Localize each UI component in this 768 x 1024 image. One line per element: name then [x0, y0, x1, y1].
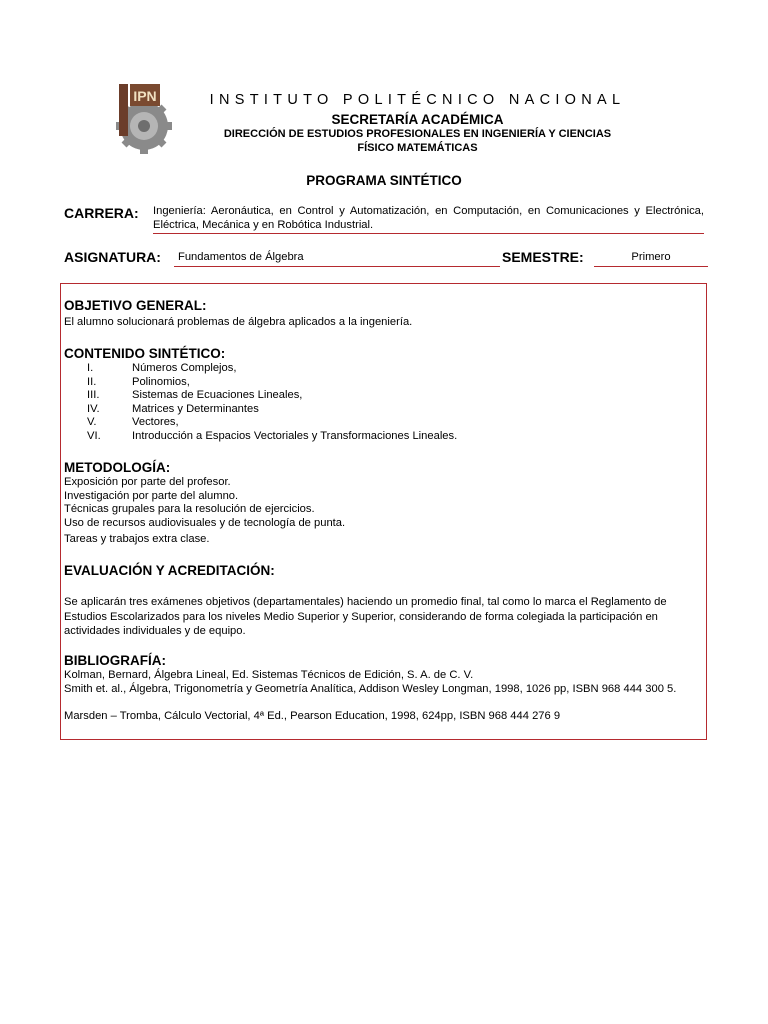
carrera-label: CARRERA:	[64, 205, 139, 221]
metodologia-line: Técnicas grupales para la resolución de ejercicios.	[64, 503, 315, 515]
asignatura-label: ASIGNATURA:	[64, 249, 161, 265]
bibliografia-entry: Smith et. al., Álgebra, Trigonometría y Geometría Analítica, Addison Wesley Longman, 1998, 1026 pp, ISBN 968 444 300 5.	[64, 683, 677, 695]
bibliografia-entry: Marsden – Tromba, Cálculo Vectorial, 4ª Ed., Pearson Education, 1998, 624pp, ISBN 968 444 276 9	[64, 710, 561, 722]
objetivo-title: OBJETIVO GENERAL:	[64, 298, 207, 313]
carrera-value: Ingeniería: Aeronáutica, en Control y Automatización, en Computación, en Comunicaciones y Electrónica, Eléctrica, Mecánica y en Robótica Industrial.	[153, 204, 704, 234]
direccion-line-2: FÍSICO MATEMÁTICAS	[357, 142, 478, 154]
metodologia-title: METODOLOGÍA:	[64, 460, 171, 475]
metodologia-line: Uso de recursos audiovisuales y de tecnología de punta.	[64, 517, 346, 529]
bibliografia-entry: Kolman, Bernard, Álgebra Lineal, Ed. Sistemas Técnicos de Edición, S. A. de C. V.	[64, 669, 474, 681]
secretaria-title: SECRETARÍA ACADÉMICA	[331, 112, 504, 127]
ipn-logo	[113, 82, 175, 154]
ipn-logo-icon	[113, 82, 175, 154]
semestre-label: SEMESTRE:	[502, 249, 584, 265]
direccion-line-1: DIRECCIÓN DE ESTUDIOS PROFESIONALES EN INGENIERÍA Y CIENCIAS	[223, 128, 612, 140]
program-title: PROGRAMA SINTÉTICO	[306, 173, 462, 188]
bibliografia-title: BIBLIOGRAFÍA:	[64, 653, 166, 668]
svg-text:IPN: IPN	[133, 88, 157, 104]
asignatura-value: Fundamentos de Álgebra	[174, 250, 500, 267]
semestre-value: Primero	[594, 250, 708, 267]
metodologia-line: Investigación por parte del alumno.	[64, 490, 239, 502]
metodologia-line: Tareas y trabajos extra clase.	[64, 533, 210, 545]
metodologia-line: Exposición por parte del profesor.	[64, 476, 231, 488]
contenido-title: CONTENIDO SINTÉTICO:	[64, 346, 226, 361]
institute-name: INSTITUTO POLITÉCNICO NACIONAL	[209, 92, 626, 108]
evaluacion-text: Se aplicarán tres exámenes objetivos (departamentales) haciendo un promedio final, tal como lo marca el Reglamento de Estudios Escolarizados para los niveles Medio Superior y Superior, considerando de forma colegiada la participación en actividades individuales y de equipo.	[64, 596, 667, 637]
objetivo-text: El alumno solucionará problemas de álgebra aplicados a la ingeniería.	[64, 316, 413, 328]
evaluacion-title: EVALUACIÓN Y ACREDITACIÓN:	[64, 563, 275, 578]
